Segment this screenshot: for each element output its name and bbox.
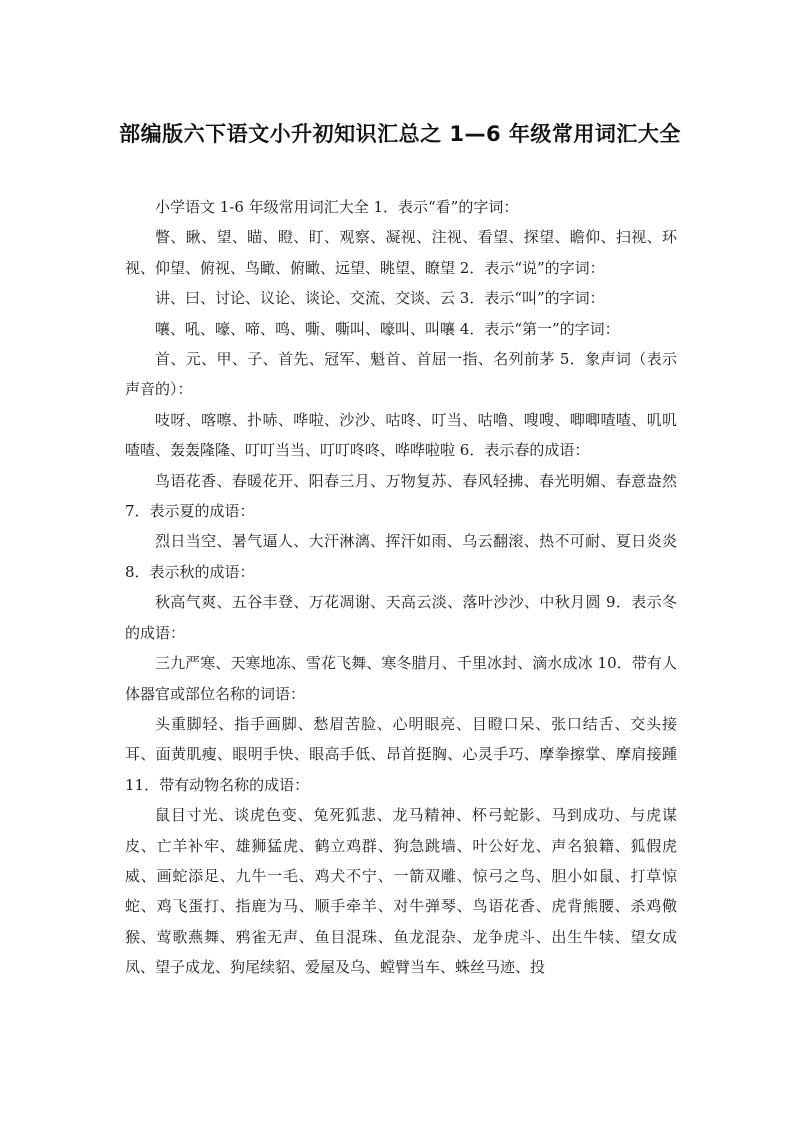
document-body [125, 192, 677, 983]
document-title: 部编版六下语文小升初知识汇总之 1—6 年级常用词汇大全 [119, 122, 681, 146]
paragraph-look-words: 瞥、瞅、望、瞄、瞪、盯、观察、凝视、注视、看望、探望、瞻仰、扫视、环视、仰望、俯视、鸟瞰、俯瞰、远望、眺望、瞭望 2．表示“说”的字词： [125, 228, 677, 277]
paragraph-summer-idioms: 烈日当空、暑气逼人、大汗淋漓、挥汗如雨、乌云翻滚、热不可耐、夏日炎炎 8．表示秋的成语： [125, 532, 677, 581]
paragraph-body-part-idioms: 头重脚轻、指手画脚、愁眉苦脸、心明眼亮、目瞪口呆、张口结舌、交头接耳、面黄肌瘦、眼明手快、眼高手低、昂首挺胸、心灵手巧、摩拳擦掌、摩肩接踵 11．带有动物名称的成语： [125, 714, 677, 794]
paragraph-intro-look: 小学语文 1-6 年级常用词汇大全 1．表示“看”的字词： [155, 198, 519, 216]
paragraph-winter-idioms: 三九严寒、天寒地冻、雪花飞舞、寒冬腊月、千里冰封、滴水成冰 10．带有人体器官或部位名称的词语： [125, 654, 677, 703]
paragraph-spring-idioms: 鸟语花香、春暖花开、阳春三月、万物复苏、春风轻拂、春光明媚、春意盎然 7．表示夏的成语： [125, 471, 677, 521]
paragraph-autumn-idioms: 秋高气爽、五谷丰登、万花凋谢、天高云淡、落叶沙沙、中秋月圆 9．表示冬的成语： [125, 593, 677, 642]
paragraph-call-words: 嚷、吼、嚎、啼、鸣、嘶、嘶叫、嚎叫、叫嚷 4．表示“第一”的字词： [155, 319, 620, 338]
paragraph-say-words: 讲、曰、讨论、议论、谈论、交流、交谈、云 3．表示“叫”的字词： [155, 289, 605, 308]
paragraph-onomatopoeia: 吱呀、喀嚓、扑哧、哗啦、沙沙、咕咚、叮当、咕噜、嗖嗖、唧唧喳喳、叽叽喳喳、轰轰隆隆、叮叮当当、叮叮咚咚、哗哗啦啦 6．表示春的成语： [125, 410, 677, 460]
paragraph-animal-idioms: 鼠目寸光、谈虎色变、兔死狐悲、龙马精神、杯弓蛇影、马到成功、与虎谋皮、亡羊补牢、雄狮猛虎、鹤立鸡群、狗急跳墙、叶公好龙、声名狼籍、狐假虎威、画蛇添足、九牛一毛、鸡犬不宁、一箭双雕、惊弓之鸟、胆小如鼠、打草惊蛇、鸡飞蛋打、指鹿为马、顺手牵羊、对牛弹琴、鸟语花香、虎背熊腰、杀鸡儆猴、莺歌燕舞、鸦雀无声、鱼目混珠、鱼龙混杂、龙争虎斗、出生牛犊、望女成凤、望子成龙、狗尾续貂、爱屋及乌、螳臂当车、蛛丝马迹、投 [125, 806, 677, 977]
paragraph-first-words: 首、元、甲、子、首先、冠军、魁首、首屈一指、名列前茅 5．象声词（表示声音的）： [125, 350, 677, 399]
